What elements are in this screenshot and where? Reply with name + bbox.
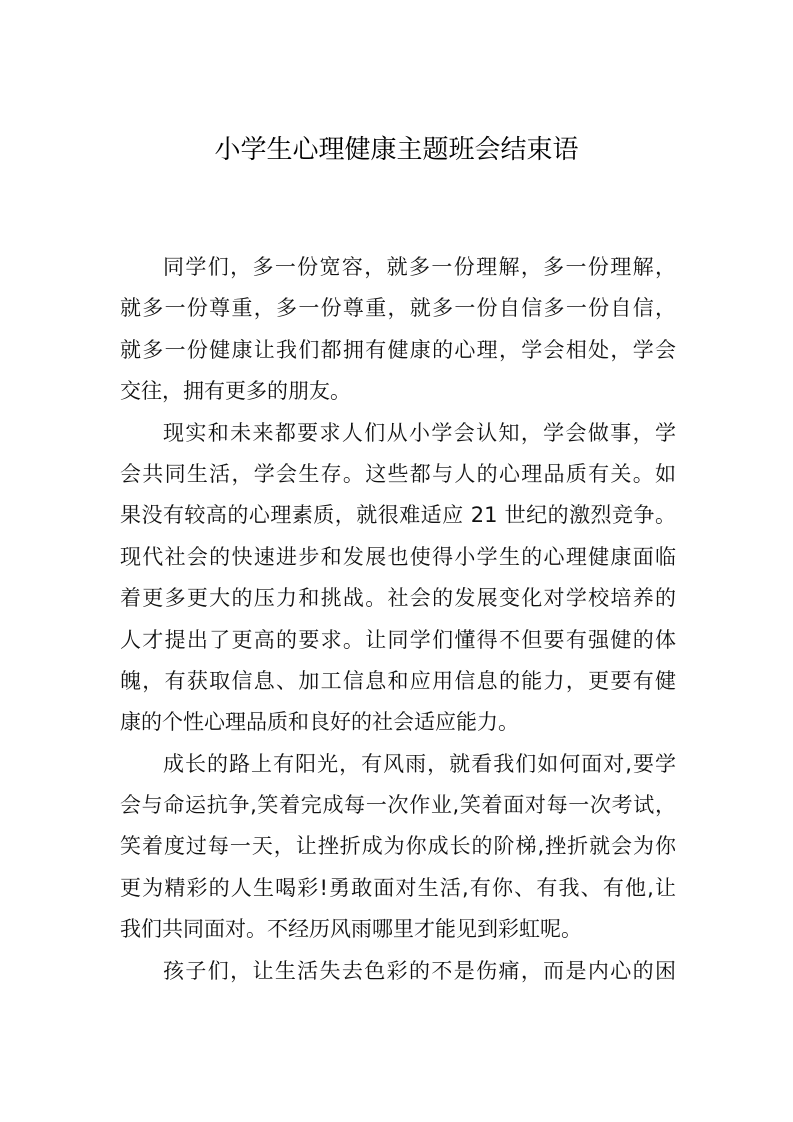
paragraph-line: 康的个性心理品质和良好的社会适应能力。 xyxy=(120,710,519,735)
paragraph-line: 会与命运抗争,笑着完成每一次作业,笑着面对每一次考试， xyxy=(120,793,676,818)
paragraph xyxy=(120,951,676,992)
paragraph-line: 现实和未来都要求人们从小学会认知，学会做事，学 xyxy=(163,420,676,445)
paragraph-line: 就多一份尊重，多一份尊重，就多一份自信多一份自信， xyxy=(120,296,676,321)
paragraph-line: 现代社会的快速进步和发展也使得小学生的心理健康面临 xyxy=(120,544,676,569)
paragraph-line: 魄，有获取信息、加工信息和应用信息的能力，更要有健 xyxy=(120,668,676,693)
paragraph-line: 人才提出了更高的要求。让同学们懂得不但要有强健的体 xyxy=(120,627,676,652)
paragraph-line: 会共同生活，学会生存。这些都与人的心理品质有关。如 xyxy=(120,461,676,486)
document-body xyxy=(120,247,676,992)
paragraph-line: 着更多更大的压力和挑战。社会的发展变化对学校培养的 xyxy=(120,586,676,611)
paragraph-line: 我们共同面对。不经历风雨哪里才能见到彩虹呢。 xyxy=(120,917,582,942)
document-title: 小学生心理健康主题班会结束语 xyxy=(214,135,579,165)
paragraph-line: 孩子们，让生活失去色彩的不是伤痛，而是内心的困 xyxy=(163,958,676,983)
paragraph xyxy=(120,413,676,744)
paragraph-line: 交往，拥有更多的朋友。 xyxy=(120,379,351,404)
paragraph-line: 果没有较高的心理素质，就很难适应 21 世纪的激烈竞争。 xyxy=(120,503,676,528)
paragraph-line: 就多一份健康让我们都拥有健康的心理，学会相处，学会 xyxy=(120,337,676,362)
paragraph-line: 成长的路上有阳光，有风雨，就看我们如何面对,要学 xyxy=(163,751,676,776)
paragraph xyxy=(120,744,676,951)
paragraph-line: 笑着度过每一天，让挫折成为你成长的阶梯,挫折就会为你 xyxy=(120,834,676,859)
paragraph xyxy=(120,247,676,413)
paragraph-line: 更为精彩的人生喝彩!勇敢面对生活,有你、有我、有他,让 xyxy=(120,875,676,900)
paragraph-line: 同学们，多一份宽容，就多一份理解，多一份理解， xyxy=(163,255,676,279)
